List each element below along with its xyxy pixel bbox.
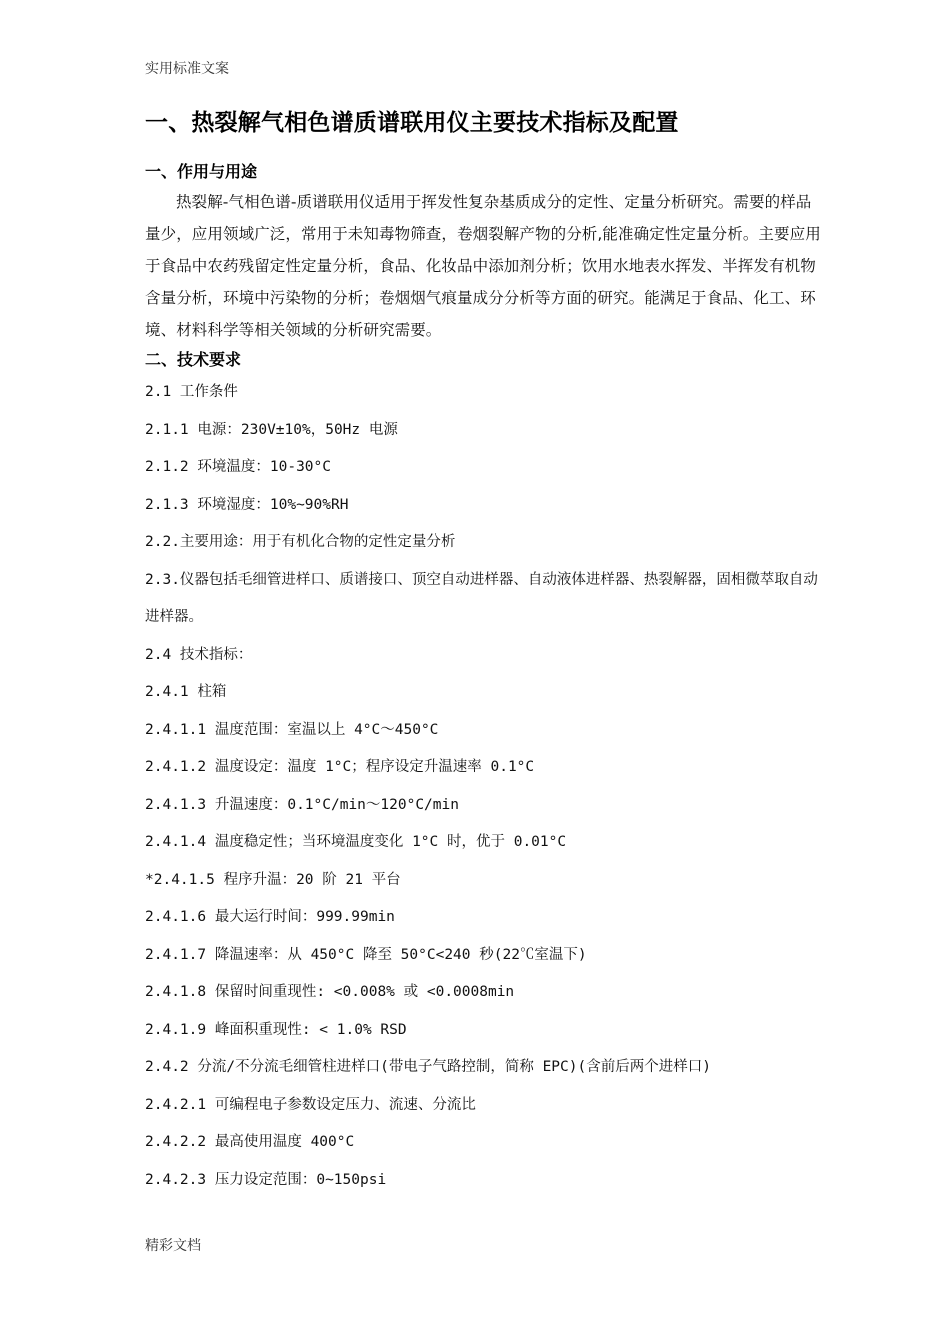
spec-item: 2.4.1.8 保留时间重现性: <0.008% 或 <0.0008min	[145, 984, 515, 1000]
page-header-note: 实用标准文案	[145, 61, 229, 77]
spec-item: 2.4.1.1 温度范围：室温以上 4°C～450°C	[145, 721, 439, 738]
spec-item: 2.4.1.2 温度设定：温度 1°C；程序设定升温速率 0.1°C	[145, 759, 535, 775]
spec-item: 2.4.1.7 降温速率：从 450°C 降至 50°C<240 秒(22℃室温下)	[145, 946, 587, 963]
spec-item: 2.4.1.9 峰面积重现性: < 1.0% RSD	[145, 1021, 407, 1038]
spec-item: 2.3.仪器包括毛细管进样口、质谱接口、顶空自动进样器、自动液体进样器、热裂解器，固相微萃取自动进样器。	[145, 571, 818, 625]
spec-item: 2.4.1 柱箱	[145, 684, 227, 700]
spec-item: 2.4.1.3 升温速度：0.1°C/min～120°C/min	[145, 796, 459, 813]
spec-item: 2.4.1.6 最大运行时间：999.99min	[145, 909, 395, 925]
spec-item: 2.4.1.4 温度稳定性；当环境温度变化 1°C 时，优于 0.01°C	[145, 834, 567, 850]
spec-item: 2.4 技术指标：	[145, 646, 253, 663]
spec-item: 2.1.3 环境湿度：10%~90%RH	[145, 496, 349, 513]
spec-item: 2.4.2 分流/不分流毛细管柱进样口(带电子气路控制，简称 EPC)(含前后两个进样口)	[145, 1059, 711, 1075]
spec-item: 2.4.2.3 压力设定范围：0~150psi	[145, 1171, 387, 1188]
spec-item: 2.1.2 环境温度：10-30°C	[145, 459, 331, 475]
page-footer-note: 精彩文档	[145, 1238, 201, 1254]
document-body	[145, 158, 825, 1199]
section-heading-requirements: 二、技术要求	[145, 350, 242, 369]
spec-item: 2.2.主要用途：用于有机化合物的定性定量分析	[145, 534, 456, 550]
spec-item: 2.1.1 电源：230V±10%，50Hz 电源	[145, 421, 398, 438]
spec-item: 2.4.2.1 可编程电子参数设定压力、流速、分流比	[145, 1096, 476, 1113]
spec-item: *2.4.1.5 程序升温：20 阶 21 平台	[145, 871, 401, 888]
spec-item: 2.1 工作条件	[145, 384, 238, 400]
spec-list	[145, 374, 825, 1199]
section-paragraph-use: 热裂解-气相色谱-质谱联用仪适用于挥发性复杂基质成分的定性、定量分析研究。需要的样品量少，应用领域广泛，常用于未知毒物筛查，卷烟裂解产物的分析,能准确定性定量分析。主要应用于食品中农药残留定性定量分析，食品、化妆品中添加剂分析；饮用水地表水挥发、半挥发有机物含量分析，环境中污染物的分析；卷烟烟气痕量成分分析等方面的研究。能满足于食品、化工、环境、材料科学等相关领域的分析研究需要。	[145, 193, 821, 339]
section-heading-use: 一、作用与用途	[145, 162, 258, 181]
document-title: 一、热裂解气相色谱质谱联用仪主要技术指标及配置	[145, 110, 679, 136]
spec-item: 2.4.2.2 最高使用温度 400°C	[145, 1134, 355, 1150]
